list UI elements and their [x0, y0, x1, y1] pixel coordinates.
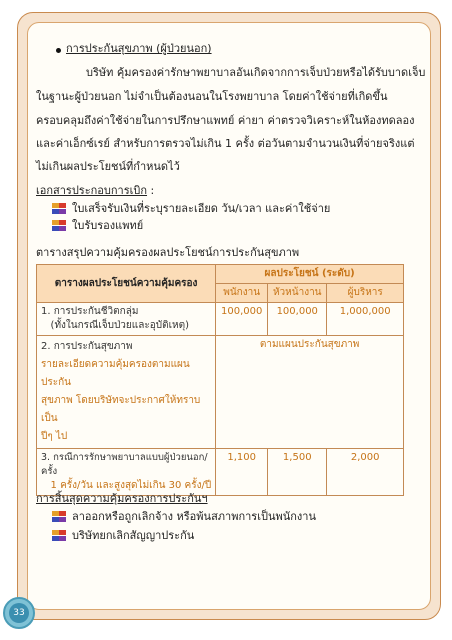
level-header: หัวหน้างาน [268, 284, 327, 303]
termination-item: บริษัทยกเลิกสัญญาประกัน [72, 529, 195, 542]
paragraph-line: ไม่เกินผลประโยชน์ที่กำหนดไว้ [36, 160, 180, 173]
flag-bullet-icon [52, 203, 66, 215]
docs-item: ใบรับรองแพทย์ [72, 219, 144, 232]
table-cell: 1,000,000 [327, 303, 404, 336]
flag-bullet-icon [52, 530, 66, 542]
flag-bullet-icon [52, 220, 66, 232]
table-cell: 100,000 [268, 303, 327, 336]
section-title: การประกันสุขภาพ (ผู้ป่วยนอก) [66, 42, 212, 55]
paragraph-line: ครอบคลุมถึงค่าใช้จ่ายในการปรึกษาแพทย์ ค่ายา ค่าตรวจวิเคราะห์ในห้องทดลอง [36, 114, 415, 127]
termination-item: ลาออกหรือถูกเลิกจ้าง หรือพ้นสภาพการเป็นพนักงาน [72, 510, 316, 523]
table-group-header: ผลประโยชน์ (ระดับ) [216, 265, 404, 284]
paragraph-line: ในฐานะผู้ป่วยนอก ไม่จำเป็นต้องนอนในโรงพยาบาล โดยค่าใช้จ่ายที่เกิดขึ้น [36, 90, 388, 103]
paragraph-line: บริษัท คุ้มครองค่ารักษาพยาบาลอันเกิดจากการเจ็บป่วยหรือได้รับบาดเจ็บ [86, 66, 426, 79]
bullet-dot-icon [56, 48, 61, 53]
table-row [37, 336, 404, 449]
level-header: พนักงาน [216, 284, 268, 303]
row-label: (ทั้งในกรณีเจ็บป่วยและอุบัติเหตุ) [41, 320, 189, 331]
row-label: ปีๆ ไป [41, 431, 68, 442]
termination-heading: การสิ้นสุดความคุ้มครองการประกันฯ [36, 492, 208, 505]
row-label: สุขภาพ โดยบริษัทจะประกาศให้ทราบเป็น [41, 395, 201, 424]
page-number-badge [3, 597, 35, 629]
docs-heading-row [36, 184, 154, 198]
level-header: ผู้บริหาร [327, 284, 404, 303]
row-label: 2. การประกันสุขภาพ [41, 341, 133, 352]
table-cell: 2,000 [327, 449, 404, 496]
table-cell-merged: ตามแผนประกันสุขภาพ [216, 336, 404, 449]
paragraph-line: และค่าเอ็กซ์เรย์ สำหรับการตรวจไม่เกิน 1 ครั้ง ต่อวันตามจำนวนเงินที่จ่ายจริงแต่ [36, 137, 415, 150]
row-label: รายละเอียดความคุ้มครองตามแผนประกัน [41, 359, 190, 388]
page-number: 33 [9, 603, 29, 623]
flag-bullet-icon [52, 511, 66, 523]
table-cell: 1,500 [268, 449, 327, 496]
table-cell: 100,000 [216, 303, 268, 336]
benefits-table [36, 264, 404, 496]
table-caption: ตารางสรุปความคุ้มครองผลประโยชน์การประกันสุขภาพ [36, 246, 300, 259]
row-label: 1. การประกันชีวิตกลุ่ม [41, 306, 139, 317]
docs-heading: เอกสารประกอบการเบิก [36, 184, 148, 197]
table-row [37, 449, 404, 496]
docs-colon: : [147, 184, 155, 197]
row-label: 1 ครั้ง/วัน และสูงสุดไม่เกิน 30 ครั้ง/ปี [41, 480, 212, 491]
row-label: 3. กรณีการรักษาพยาบาลแบบผู้ป่วยนอก/ครั้ง [41, 452, 208, 477]
table-col1-header: ตารางผลประโยชน์ความคุ้มครอง [37, 265, 216, 303]
table-row [37, 303, 404, 336]
table-cell: 1,100 [216, 449, 268, 496]
docs-item: ใบเสร็จรับเงินที่ระบุรายละเอียด วัน/เวลา และค่าใช้จ่าย [72, 202, 331, 215]
